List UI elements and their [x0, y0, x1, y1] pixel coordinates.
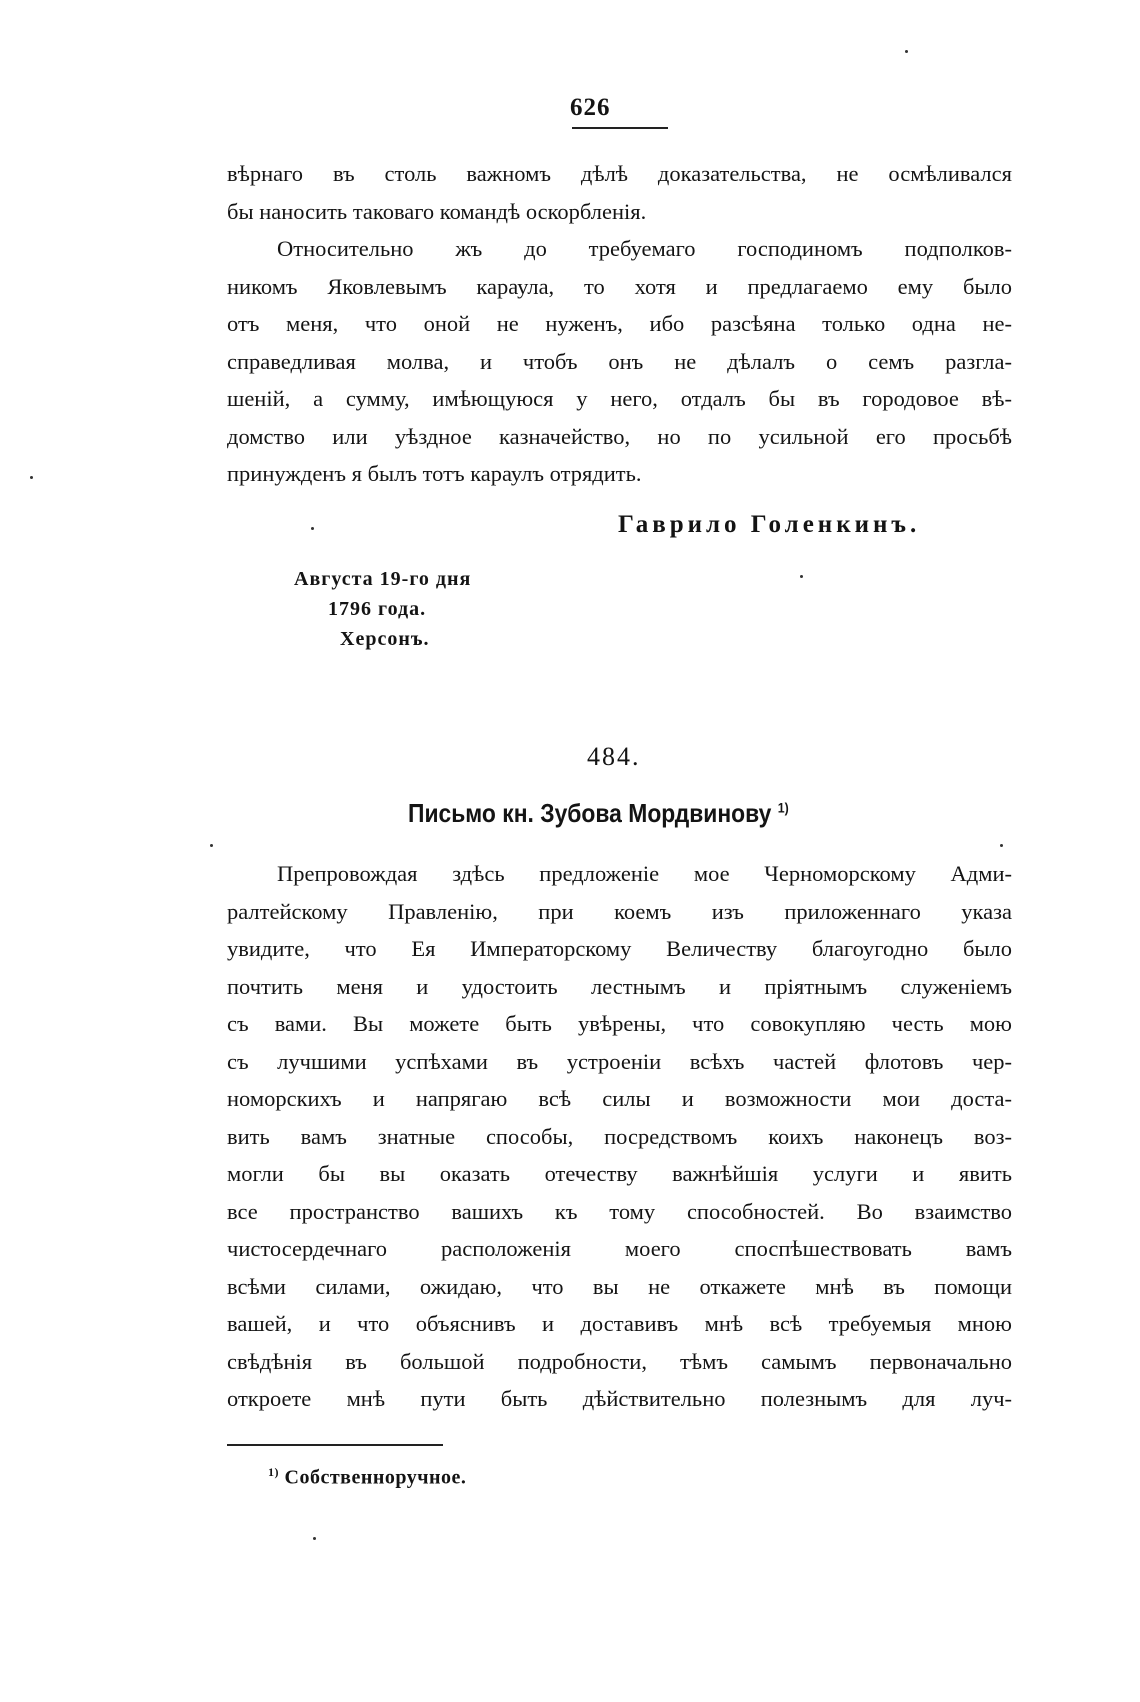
text-line: отъ меня, что оной не нуженъ, ибо разсѣяна только одна не- — [227, 311, 1012, 336]
scan-speck — [313, 1537, 316, 1540]
text-line: всѣми силами, ожидаю, что вы не откажете мнѣ въ помощи — [227, 1273, 1012, 1299]
text-line: свѣдѣнія въ большой подробности, тѣмъ самымъ первоначально — [227, 1348, 1012, 1374]
text-line: принужденъ я былъ тотъ караулъ отрядить. — [227, 461, 642, 486]
scan-speck — [30, 476, 33, 479]
text-line: ралтейскому Правленію, при коемъ изъ приложеннаго указа — [227, 898, 1012, 924]
document-number: 484. — [587, 742, 641, 771]
signature: Гаврило Голенкинъ. — [618, 511, 921, 538]
footnote-rule — [227, 1444, 443, 1446]
text-line: домство или уѣздное казначейство, но по усильной его просьбѣ — [227, 423, 1012, 449]
text-line: съ лучшими успѣхами въ устроеніи всѣхъ частей флотовъ чер- — [227, 1048, 1012, 1074]
text-line: вашей, и что объяснивъ и доставивъ мнѣ всѣ требуемыя мною — [227, 1311, 1012, 1336]
text-line: бы наносить таковаго командѣ оскорбленія. — [227, 198, 647, 224]
text-line: никомъ Яковлевымъ караула, то хотя и предлагаемо ему было — [227, 273, 1012, 299]
text-line: чистосердечнаго расположенія моего споспѣшествовать вамъ — [227, 1236, 1012, 1261]
text-line: могли бы вы оказать отечеству важнѣйшія услуги и явить — [227, 1161, 1012, 1186]
text-line: вѣрнаго въ столь важномъ дѣлѣ доказательства, не осмѣливался — [227, 161, 1012, 186]
scan-speck — [1000, 844, 1003, 847]
letter-text — [227, 855, 1012, 1418]
text-line: увидите, что Ея Императорскому Величеству благоугодно было — [227, 936, 1012, 961]
document-title-text: Письмо кн. Зубова Мордвинову — [408, 798, 772, 828]
page-number-rule — [572, 127, 668, 129]
scan-speck — [311, 527, 314, 530]
scan-speck — [800, 575, 803, 578]
text-line: съ вами. Вы можете быть увѣрены, что совокупляю честь мою — [227, 1011, 1012, 1036]
date-day: Августа 19-го дня — [294, 568, 472, 590]
text-line: шеній, а сумму, имѣющуюся у него, отдалъ бы въ городовое вѣ- — [227, 386, 1012, 411]
text-line: справедливая молва, и чтобъ онъ не дѣлалъ о семъ разгла- — [227, 348, 1012, 374]
text-line: Препровождая здѣсь предложеніе мое Черноморскому Адми- — [277, 861, 1012, 886]
text-line: почтить меня и удостоить лестнымъ и пріятнымъ служеніемъ — [227, 973, 1012, 999]
footnote — [268, 1465, 466, 1490]
footnote-text: Собственноручное. — [284, 1466, 467, 1489]
page-number: 626 — [570, 94, 611, 121]
text-line: откроете мнѣ пути быть дѣйствительно полезнымъ для луч- — [227, 1386, 1012, 1411]
scan-speck — [905, 50, 908, 53]
continuation-text — [227, 155, 1012, 493]
text-line: номорскихъ и напрягаю всѣ силы и возможности мои доста- — [227, 1086, 1012, 1111]
date-year: 1796 года. — [328, 598, 427, 620]
footnote-marker: 1) — [268, 1465, 279, 1479]
text-line: вить вамъ знатные способы, посредствомъ коихъ наконецъ воз- — [227, 1123, 1012, 1149]
date-place: Херсонъ. — [340, 628, 430, 650]
document-title — [408, 798, 789, 829]
text-line: Относительно жъ до требуемаго господиномъ подполков- — [277, 236, 1012, 261]
text-line: все пространство вашихъ къ тому способностей. Во взаимство — [227, 1198, 1012, 1224]
scan-speck — [210, 844, 213, 847]
footnote-reference: 1) — [777, 799, 789, 816]
